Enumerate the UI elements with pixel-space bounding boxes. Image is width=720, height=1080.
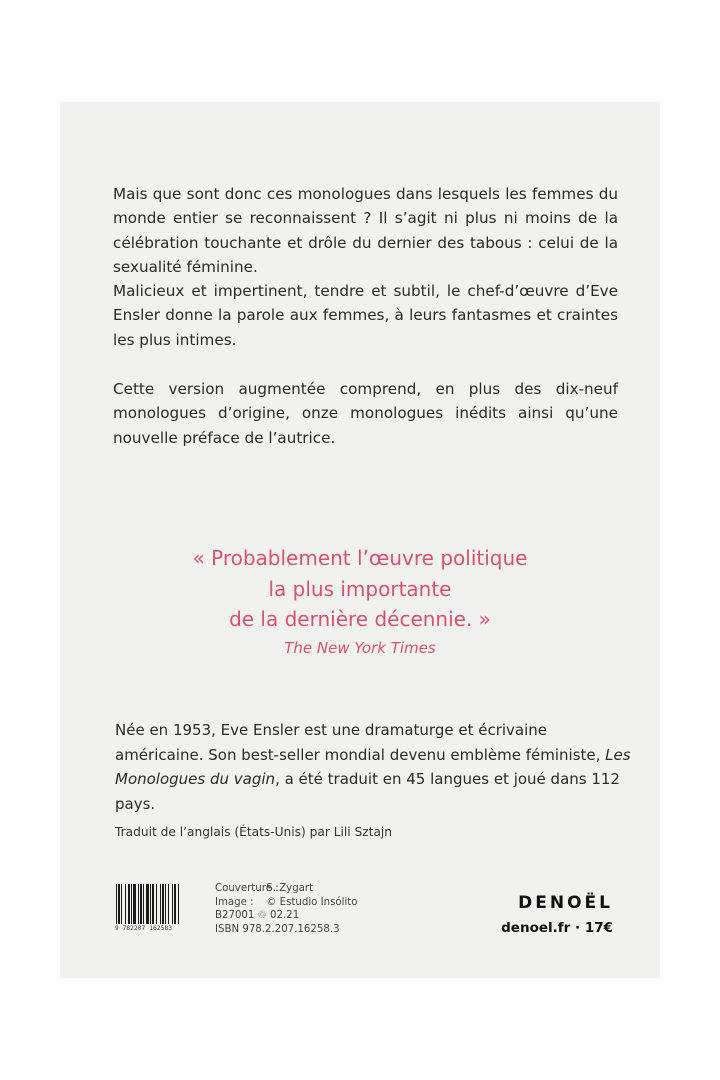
blurb-paragraph-1: Mais que sont donc ces monologues dans lesquels les femmes du monde entier se reconnaissent ? Il s’agit ni plus ni moins de la célébration touchante et drôle du dernier des tabous : celui de la sexualité féminine.: [113, 185, 618, 276]
barcode-bar: [168, 884, 169, 924]
credit-cover-value: S. Zygart: [266, 883, 314, 894]
barcode-bar: [138, 884, 139, 924]
barcode-bar: [162, 884, 164, 924]
bio-text-start: Née en 1953, Eve Ensler est une dramaturge et écrivaine américaine. Son best-seller mondial devenu emblème féministe,: [115, 721, 606, 764]
barcode-bar: [160, 884, 161, 924]
bio-text-end: , a été traduit en 45 langues et joué dans 112 pays.: [115, 770, 620, 813]
barcode-bar: [178, 884, 179, 924]
author-bio: [115, 718, 635, 816]
quote-line-3: de la dernière décennie. »: [229, 607, 491, 631]
recycle-icon: ♲: [257, 910, 267, 922]
quote-line-2: la plus importante: [268, 576, 452, 601]
book-back-cover: [60, 102, 660, 978]
barcode-bar: [128, 884, 130, 924]
blurb: [113, 182, 618, 450]
barcode-bars: [115, 884, 209, 924]
credit-date: 02.21: [270, 910, 300, 922]
publisher-block: [501, 892, 613, 936]
credit-code-row: [215, 909, 358, 923]
isbn-barcode: [115, 884, 209, 934]
barcode-digits: 9 782207 162583: [115, 925, 173, 932]
publisher-logo: DENOËL: [518, 893, 613, 913]
barcode-bar: [118, 884, 120, 924]
credit-image-value: © Estudio Insólito: [266, 896, 358, 908]
bio-book-title: Les Monologues du vagin: [115, 745, 631, 788]
quote-line-1: « Probablement l’œuvre politique: [192, 546, 528, 570]
quote-source: The New York Times: [284, 638, 436, 657]
barcode-bar: [152, 884, 154, 924]
credit-image-row: [215, 896, 358, 910]
barcode-bar: [174, 884, 176, 924]
credit-cover-label: Couverture :: [215, 883, 279, 894]
barcode-bar: [172, 884, 173, 924]
credit-code: B27001: [215, 910, 255, 922]
barcode-bar: [133, 884, 136, 924]
barcode-bar: [150, 884, 151, 924]
credit-isbn-label: ISBN: [215, 923, 240, 935]
barcode-bar: [143, 884, 144, 924]
barcode-bar: [165, 884, 166, 924]
blurb-paragraph-2: Malicieux et impertinent, tendre et subtil, le chef-d’œuvre d’Eve Ensler donne la parole aux femmes, à leurs fantasmes et craintes les plus intimes.: [113, 282, 618, 349]
barcode-bar: [116, 884, 117, 924]
barcode-bar: [146, 884, 149, 924]
translator-credit: Traduit de l’anglais (États-Unis) par Lili Sztajn: [115, 825, 393, 839]
credit-cover-row: [215, 882, 358, 896]
publisher-site-price: denoel.fr · 17€: [501, 920, 613, 936]
blurb-paragraph-3: Cette version augmentée comprend, en plus des dix-neuf monologues d’origine, onze monologues inédits ainsi qu’une nouvelle préface de l’autrice.: [113, 380, 618, 447]
credits-block: [215, 882, 358, 936]
press-quote: [60, 543, 660, 661]
barcode-bar: [125, 884, 126, 924]
barcode-bar: [121, 884, 122, 924]
credit-image-label: Image :: [215, 896, 254, 908]
barcode-bar: [156, 884, 157, 924]
barcode-bar: [140, 884, 142, 924]
credit-isbn-row: [215, 923, 358, 937]
barcode-bar: [131, 884, 132, 924]
credit-isbn-value: 978.2.207.16258.3: [242, 923, 340, 935]
